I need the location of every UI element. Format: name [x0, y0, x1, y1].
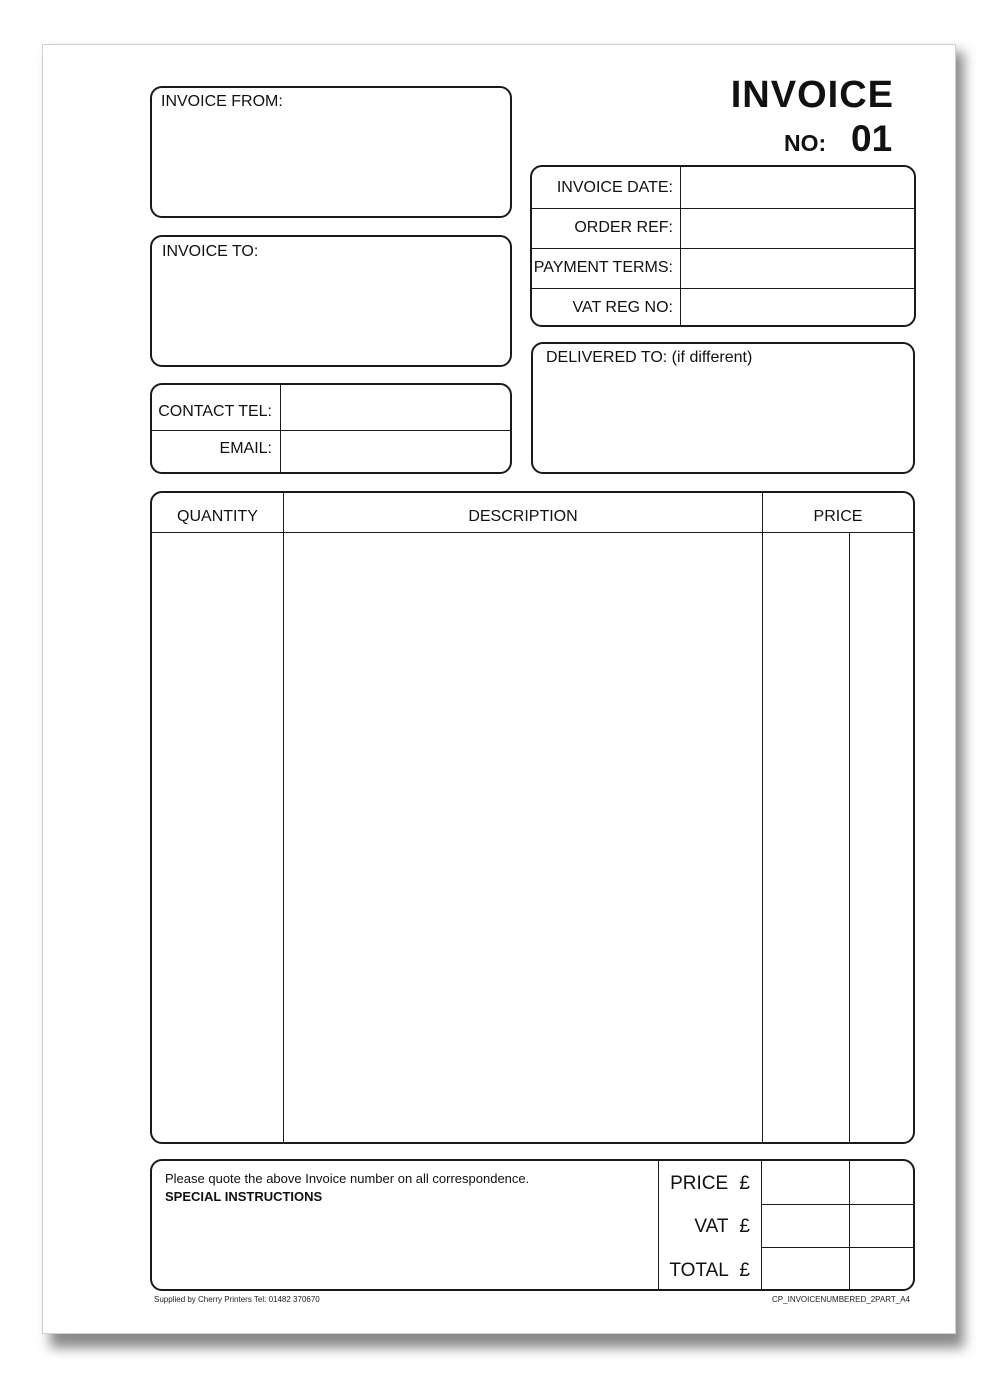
delivered-to-box[interactable]: [531, 342, 915, 474]
total-currency-symbol: £: [739, 1260, 750, 1281]
contact-box: [150, 383, 512, 474]
delivered-to-label: DELIVERED TO: (if different): [546, 349, 753, 366]
vat-reg-no-label: VAT REG NO:: [572, 299, 673, 316]
description-column-area[interactable]: [284, 533, 762, 1142]
totals-label-divider: [658, 1161, 659, 1289]
supplier-credit: Supplied by Cherry Printers Tel: 01482 370670: [154, 1295, 320, 1304]
email-label: EMAIL:: [219, 440, 272, 457]
invoice-number-value: 01: [851, 118, 893, 159]
invoice-to-label: INVOICE TO:: [162, 243, 259, 260]
totals-box: [150, 1159, 915, 1291]
grand-total-field[interactable]: [762, 1248, 913, 1289]
special-instructions-label: SPECIAL INSTRUCTIONS: [165, 1189, 323, 1204]
price-currency-symbol: £: [739, 1173, 750, 1194]
items-table: [150, 491, 915, 1144]
vat-total-field[interactable]: [762, 1205, 913, 1247]
grand-total-text: TOTAL: [669, 1260, 729, 1281]
payment-terms-label: PAYMENT TERMS:: [533, 259, 673, 276]
quantity-header: QUANTITY: [177, 508, 258, 525]
vat-total-text: VAT: [694, 1216, 729, 1237]
order-ref-label: ORDER REF:: [574, 219, 673, 236]
price-total-text: PRICE: [670, 1173, 729, 1194]
vat-total-label: [660, 1216, 750, 1238]
price-header: PRICE: [813, 508, 863, 525]
special-instructions-field[interactable]: [152, 1207, 658, 1289]
product-code: CP_INVOICENUMBERED_2PART_A4: [772, 1295, 910, 1304]
price-total-field[interactable]: [762, 1161, 913, 1204]
invoice-title: INVOICE: [730, 74, 894, 116]
payment-terms-field[interactable]: [681, 249, 914, 288]
vat-currency-symbol: £: [739, 1216, 750, 1237]
contact-tel-label: CONTACT TEL:: [158, 403, 272, 420]
contact-tel-field[interactable]: [281, 385, 510, 430]
grand-total-label: [660, 1260, 750, 1282]
invoice-to-box[interactable]: [150, 235, 512, 367]
invoice-from-label: INVOICE FROM:: [161, 93, 283, 110]
description-header: DESCRIPTION: [468, 508, 578, 525]
invoice-number-label: NO:: [784, 130, 827, 156]
email-field[interactable]: [281, 431, 510, 472]
invoice-date-field[interactable]: [681, 167, 914, 208]
order-ref-field[interactable]: [681, 209, 914, 248]
quantity-column-area[interactable]: [152, 533, 283, 1142]
vat-reg-no-field[interactable]: [681, 289, 914, 325]
price-total-label: [660, 1173, 750, 1195]
invoice-date-label: INVOICE DATE:: [556, 179, 673, 196]
quote-note: Please quote the above Invoice number on all correspondence.: [165, 1171, 530, 1186]
invoice-from-box[interactable]: [150, 86, 512, 218]
price-column-area[interactable]: [763, 533, 913, 1142]
invoice-details-box: [530, 165, 916, 327]
